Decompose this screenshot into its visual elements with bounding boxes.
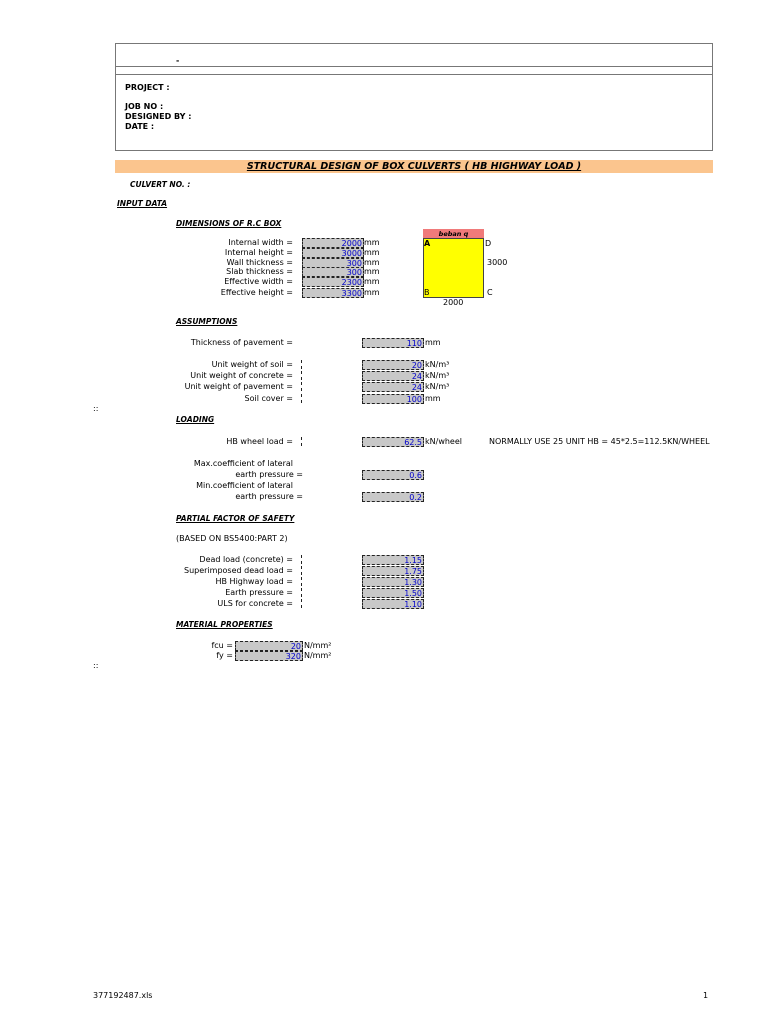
factor-value-cell[interactable]: 1.75	[362, 566, 424, 576]
material-label: fy =	[216, 651, 233, 660]
material-value-cell[interactable]: 320	[235, 651, 303, 661]
corner-a: A	[424, 239, 431, 248]
hb-note: NORMALLY USE 25 UNIT HB = 45*2.5=112.5KN/WHEEL	[489, 437, 710, 446]
culvert-label: CULVERT NO. :	[130, 180, 191, 189]
dim-value-cell[interactable]: 300	[302, 258, 364, 268]
cell-border	[301, 599, 302, 608]
partial-basis: (BASED ON BS5400:PART 2)	[176, 534, 288, 543]
factor-label: ULS for concrete =	[217, 599, 293, 608]
hb-label: HB wheel load =	[226, 437, 293, 446]
assumption-label: Unit weight of concrete =	[190, 371, 293, 380]
material-label: fcu =	[211, 641, 233, 650]
assumption-value-cell[interactable]: 100	[362, 394, 424, 404]
partial-heading: PARTIAL FACTOR OF SAFETY	[176, 514, 295, 523]
designed-label: DESIGNED BY :	[125, 112, 192, 121]
max-coef-label: earth pressure =	[235, 470, 303, 479]
height-label: 3000	[487, 258, 508, 267]
cell-border	[301, 360, 302, 369]
cell-border	[301, 577, 302, 586]
assumption-value-cell[interactable]: 24	[362, 371, 424, 381]
assumption-value-cell[interactable]: 20	[362, 360, 424, 370]
input-heading: INPUT DATA	[117, 199, 168, 208]
dim-unit: mm	[364, 258, 380, 267]
max-coef-label: Max.coefficient of lateral	[193, 459, 293, 468]
material-unit: N/mm²	[304, 651, 332, 660]
material-heading: MATERIAL PROPERTIES	[176, 620, 273, 629]
hb-unit: kN/wheel	[425, 437, 462, 446]
dim-unit: mm	[364, 277, 380, 286]
footer-page-number: 1	[703, 991, 709, 1000]
dim-unit: mm	[364, 248, 380, 257]
factor-label: Superimposed dead load =	[183, 566, 293, 575]
corner-c: C	[487, 288, 493, 297]
dim-label: Internal width =	[228, 238, 293, 247]
dim-value-cell[interactable]: 2300	[302, 277, 364, 287]
dim-value-cell[interactable]: 3300	[302, 288, 364, 298]
corner-d: D	[485, 239, 492, 248]
dim-label: Effective width =	[224, 277, 293, 286]
header-dash: -	[176, 56, 180, 65]
header-box	[115, 43, 713, 151]
material-value-cell[interactable]: 20	[235, 641, 303, 651]
factor-label: HB Highway load =	[215, 577, 293, 586]
dim-label: Internal height =	[224, 248, 293, 257]
cell-border	[301, 371, 302, 380]
footer-filename: 377192487.xls	[93, 991, 153, 1000]
job-label: JOB NO :	[125, 102, 164, 111]
factor-value-cell[interactable]: 1.30	[362, 577, 424, 587]
dim-unit: mm	[364, 288, 380, 297]
header-divider	[115, 66, 713, 67]
assumption-unit: mm	[425, 394, 441, 403]
page-title: STRUCTURAL DESIGN OF BOX CULVERTS ( HB HIGHWAY LOAD )	[246, 161, 582, 172]
assumption-label: Unit weight of pavement =	[184, 382, 293, 391]
width-label: 2000	[443, 298, 464, 307]
factor-label: Dead load (concrete) =	[199, 555, 293, 564]
cell-border	[301, 394, 302, 403]
dim-value-cell[interactable]: 3000	[302, 248, 364, 258]
pavement-value-cell[interactable]: 110	[362, 338, 424, 348]
dimensions-heading: DIMENSIONS OF R.C BOX	[176, 219, 282, 228]
min-coef-label: earth pressure =	[235, 492, 303, 501]
box-culvert-figure	[423, 238, 484, 298]
section-marker: ::	[93, 661, 99, 670]
factor-value-cell[interactable]: 1.50	[362, 588, 424, 598]
pavement-unit: mm	[425, 338, 441, 347]
factor-value-cell[interactable]: 1.10	[362, 599, 424, 609]
cell-border	[301, 382, 302, 391]
cell-border	[301, 588, 302, 597]
hb-value-cell[interactable]: 62.5	[362, 437, 424, 447]
assumption-value-cell[interactable]: 24	[362, 382, 424, 392]
assumptions-heading: ASSUMPTIONS	[176, 317, 238, 326]
assumption-unit: kN/m³	[425, 360, 450, 369]
dim-unit: mm	[364, 238, 380, 247]
cell-border	[301, 437, 302, 446]
date-label: DATE :	[125, 122, 155, 131]
material-unit: N/mm²	[304, 641, 332, 650]
max-coef-value-cell[interactable]: 0.6	[362, 470, 424, 480]
cell-border	[301, 566, 302, 575]
assumption-unit: kN/m³	[425, 382, 450, 391]
dim-label: Slab thickness =	[226, 267, 293, 276]
assumption-label: Soil cover =	[244, 394, 293, 403]
min-coef-label: Min.coefficient of lateral	[196, 481, 293, 490]
assumption-label: Unit weight of soil =	[211, 360, 293, 369]
cell-border	[301, 555, 302, 564]
factor-value-cell[interactable]: 1.15	[362, 555, 424, 565]
title-banner	[115, 160, 713, 173]
dim-label: Wall thickness =	[226, 258, 293, 267]
pavement-label: Thickness of pavement =	[190, 338, 293, 347]
min-coef-value-cell[interactable]: 0.2	[362, 492, 424, 502]
dim-value-cell[interactable]: 300	[302, 267, 364, 277]
corner-b: B	[424, 288, 430, 297]
assumption-unit: kN/m³	[425, 371, 450, 380]
dim-label: Effective height =	[220, 288, 293, 297]
dim-unit: mm	[364, 267, 380, 276]
factor-label: Earth pressure =	[225, 588, 293, 597]
loading-heading: LOADING	[176, 415, 215, 424]
dim-value-cell[interactable]: 2000	[302, 238, 364, 248]
load-bar: beban q	[423, 229, 484, 239]
section-marker: ::	[93, 404, 99, 413]
project-label: PROJECT :	[125, 83, 170, 92]
header-divider	[115, 74, 713, 75]
